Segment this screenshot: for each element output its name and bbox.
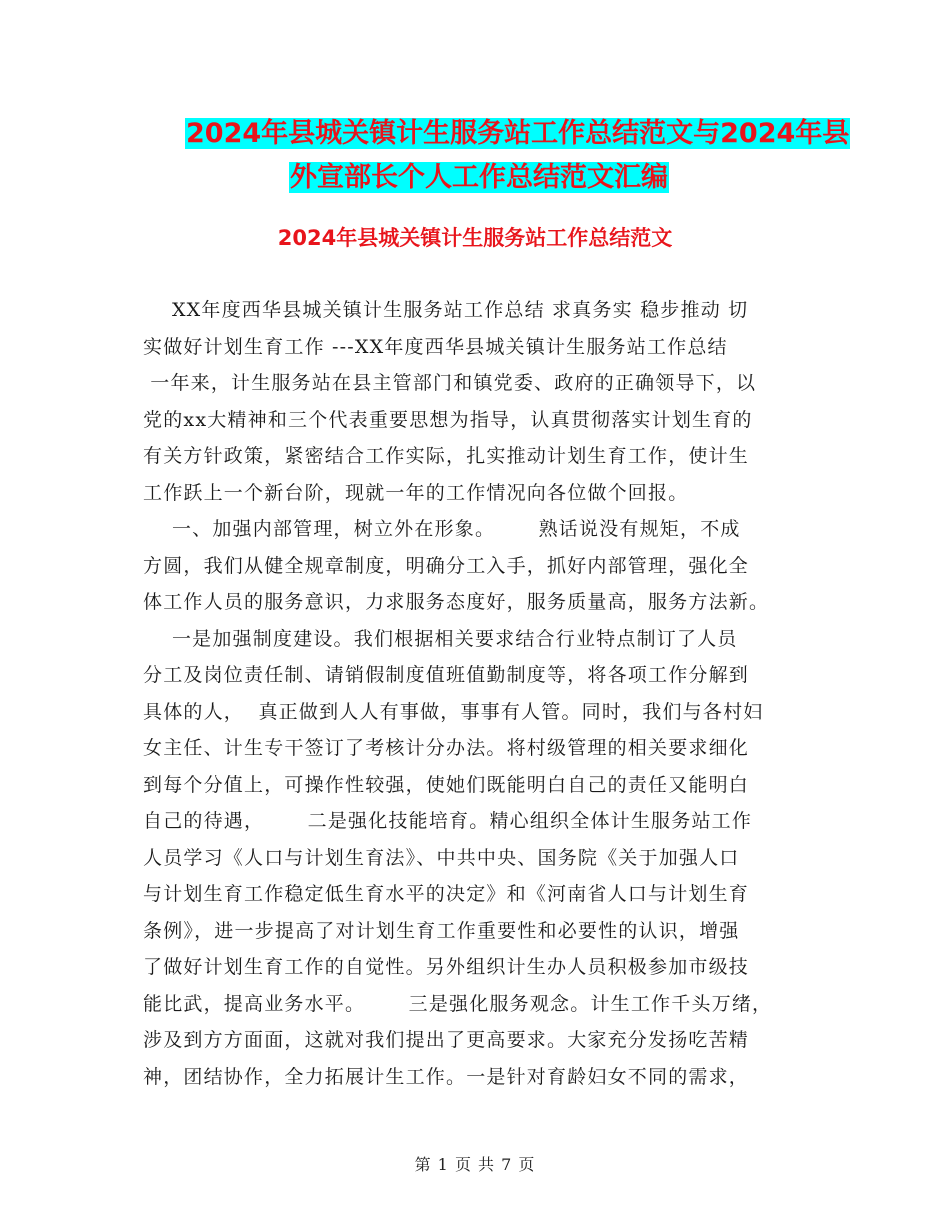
body-line: 一年来，计生服务站在县主管部门和镇党委、政府的正确领导下，以 bbox=[143, 372, 757, 394]
body-line: 方圆，我们从健全规章制度，明确分工入手，抓好内部管理，强化全 bbox=[143, 554, 750, 577]
body-text bbox=[143, 292, 813, 1095]
body-line: 了做好计划生育工作的自觉性。另外组织计生办人员积极参加市级技 bbox=[143, 956, 750, 978]
body-line: 一、加强内部管理，树立外在形象。 熟话说没有规矩，不成 bbox=[143, 518, 741, 540]
body-line: 与计划生育工作稳定低生育水平的决定》和《河南省人口与计划生育 bbox=[143, 883, 750, 905]
title-line-1-text: 2024年县城关镇计生服务站工作总结范文与2024年县 bbox=[186, 118, 850, 149]
body-line: 到每个分值上，可操作性较强，使她们既能明白自己的责任又能明白 bbox=[143, 773, 750, 796]
body-line: 能比武，提高业务水平。 三是强化服务观念。计生工作千头万绪， bbox=[143, 992, 773, 1015]
body-line: 具体的人， 真正做到人人有事做，事事有人管。同时，我们与各村妇 bbox=[143, 700, 764, 723]
body-line: XX年度西华县城关镇计生服务站工作总结 求真务实 稳步推动 切 bbox=[143, 299, 749, 321]
body-line: 人员学习《人口与计划生育法》、中共中央、国务院《关于加强人口 bbox=[143, 846, 740, 869]
body-line: 工作跃上一个新台阶，现就一年的工作情况向各位做个回报。 bbox=[143, 481, 689, 504]
page-footer: 第 1 页 共 7 页 bbox=[414, 1155, 536, 1174]
body-line: 党的xx大精神和三个代表重要思想为指导，认真贯彻落实计划生育的 bbox=[143, 408, 753, 431]
body-line: 条例》，进一步提高了对计划生育工作重要性和必要性的认识，增强 bbox=[143, 919, 740, 942]
body-line: 神，团结协作，全力拓展计生工作。一是针对育龄妇女不同的需求， bbox=[143, 1065, 750, 1088]
document-title bbox=[143, 112, 850, 200]
body-line: 体工作人员的服务意识，力求服务态度好，服务质量高，服务方法新。 bbox=[143, 591, 770, 613]
title-line-1 bbox=[143, 112, 850, 156]
body-line: 有关方针政策，紧密结合工作实际，扎实推动计划生育工作，使计生 bbox=[143, 445, 750, 467]
body-line: 一是加强制度建设。我们根据相关要求结合行业特点制订了人员 bbox=[143, 627, 738, 650]
section-heading: 2024年县城关镇计生服务站工作总结范文 bbox=[277, 226, 673, 250]
body-line: 实做好计划生育工作 ---XX年度西华县城关镇计生服务站工作总结 bbox=[143, 335, 728, 358]
body-line: 涉及到方方面面，这就对我们提出了更高要求。大家充分发扬吃苦精 bbox=[143, 1029, 750, 1051]
title-line-2-text: 外宣部长个人工作总结范文汇编 bbox=[290, 162, 668, 193]
body-line: 自己的待遇， 二是强化技能培育。精心组织全体计生服务站工作 bbox=[143, 810, 753, 832]
body-line: 女主任、计生专干签订了考核计分办法。将村级管理的相关要求细化 bbox=[143, 737, 750, 759]
body-line: 分工及岗位责任制、请销假制度值班值勤制度等，将各项工作分解到 bbox=[143, 664, 750, 686]
title-line-2 bbox=[143, 156, 823, 200]
